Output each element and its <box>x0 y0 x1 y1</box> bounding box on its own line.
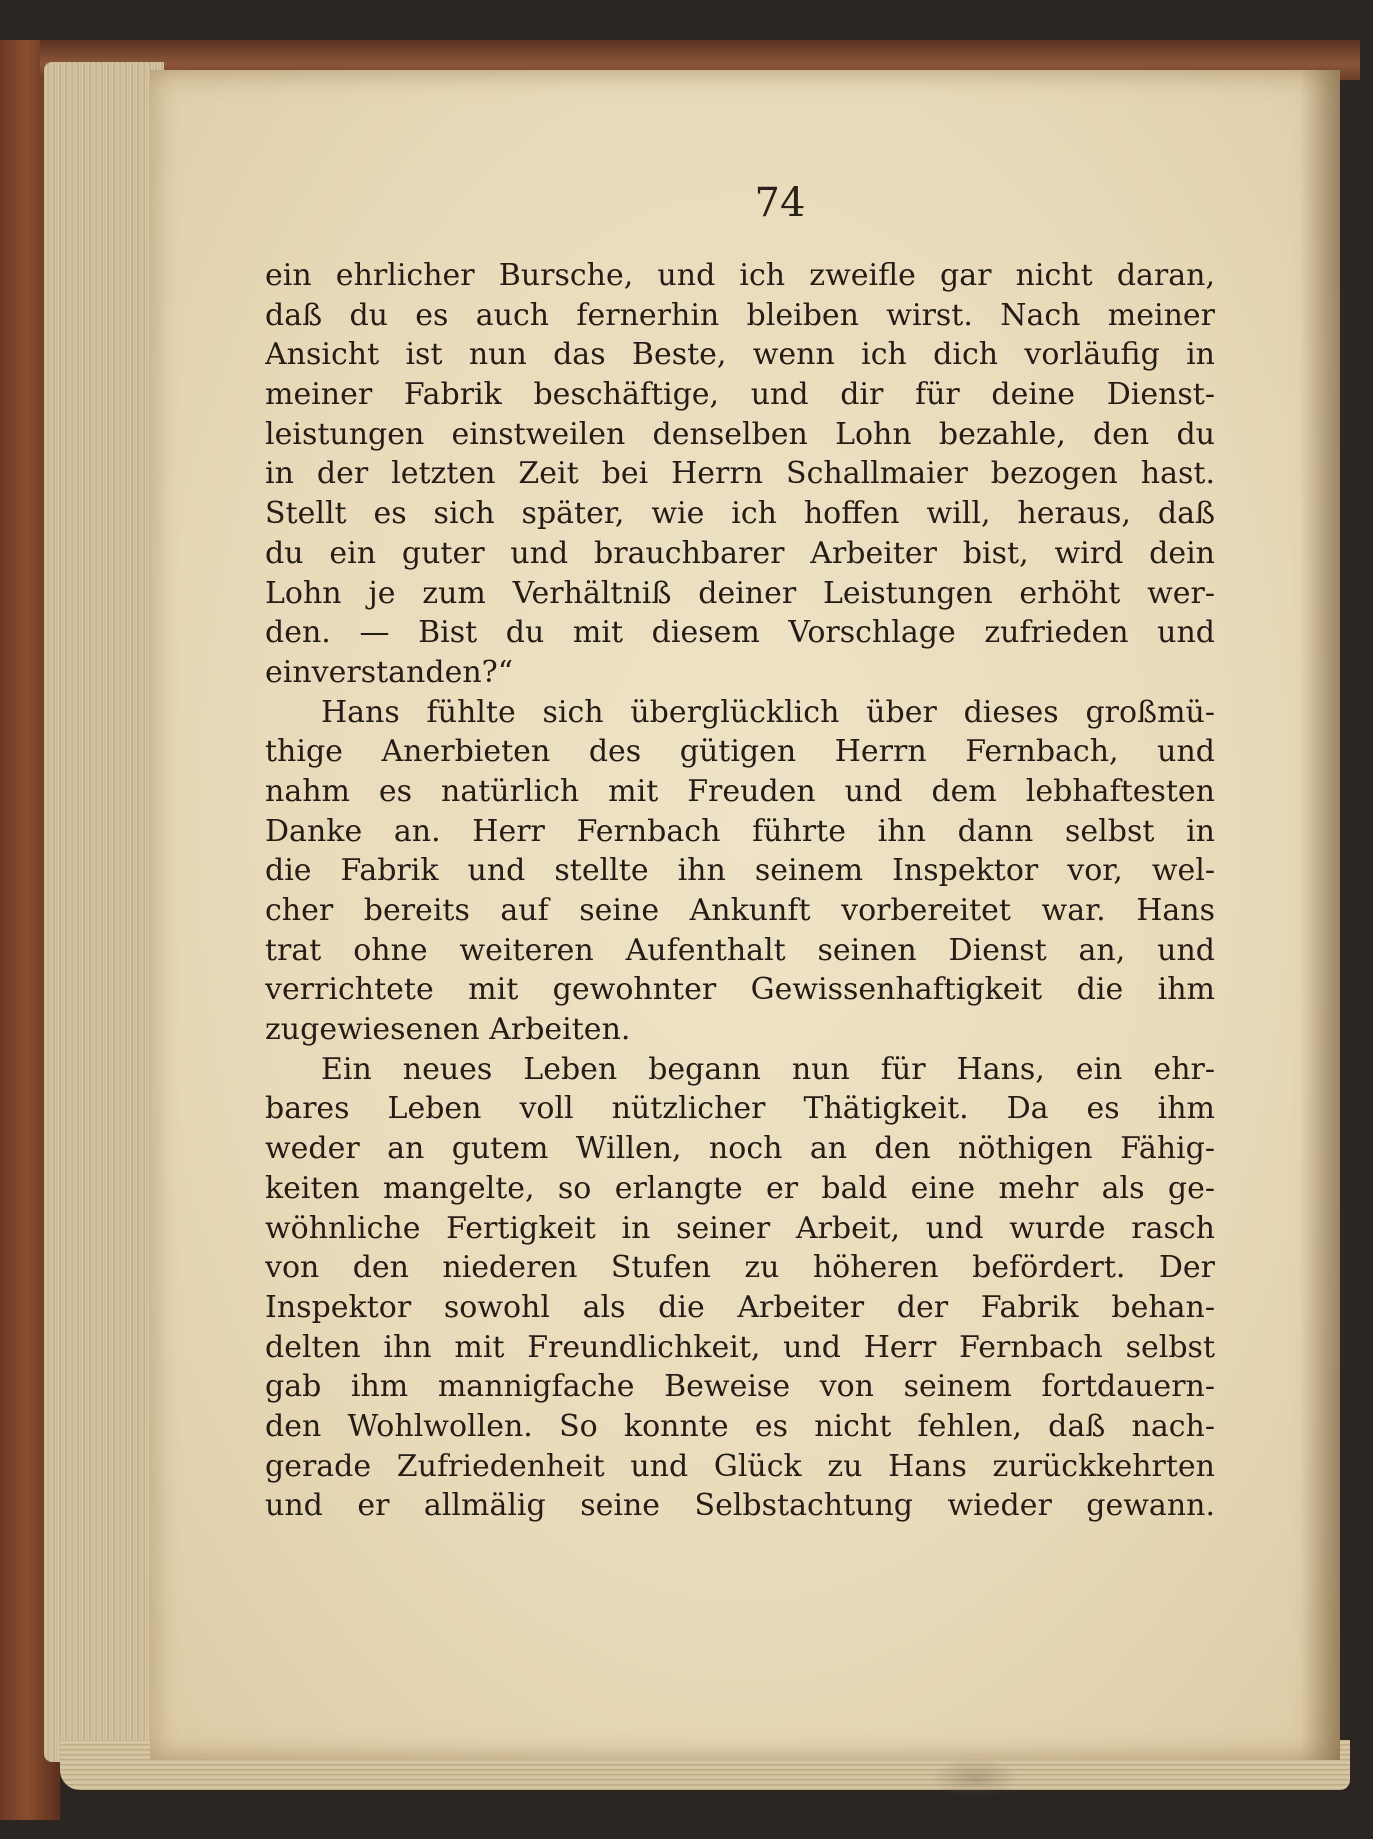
text-line: Danke an. Herr Fernbach führte ihn dann selbst in <box>265 813 1215 849</box>
text-line: verrichtete mit gewohnter Gewissenhaftigkeit die ihm <box>265 972 1215 1008</box>
text-line: Ein neues Leben begann nun für Hans, ein ehr- <box>321 1051 1215 1087</box>
text-line: keiten mangelte, so erlangte er bald eine mehr als ge- <box>265 1170 1215 1206</box>
text-line: den Wohlwollen. So konnte es nicht fehlen, daß nach- <box>265 1408 1215 1444</box>
text-line: wöhnliche Fertigkeit in seiner Arbeit, und wurde rasch <box>265 1210 1215 1246</box>
text-line: gerade Zufriedenheit und Glück zu Hans zurückkehrten <box>265 1448 1215 1484</box>
text-line: leistungen einstweilen denselben Lohn bezahle, den du <box>265 416 1215 452</box>
ink-smudge <box>930 1758 1020 1798</box>
page-text <box>265 256 1215 1526</box>
text-line: Ansicht ist nun das Beste, wenn ich dich vorläufig in <box>265 337 1215 373</box>
text-line: zugewiesenen Arbeiten. <box>265 1012 631 1048</box>
text-line: cher bereits auf seine Ankunft vorbereitet war. Hans <box>265 893 1215 928</box>
text-line: daß du es auch fernerhin bleiben wirst. Nach meiner <box>265 297 1215 333</box>
text-line: thige Anerbieten des gütigen Herrn Fernbach, und <box>265 734 1215 770</box>
text-line: trat ohne weiteren Aufenthalt seinen Dienst an, und <box>265 932 1215 968</box>
text-line: einverstanden?“ <box>265 654 514 690</box>
page-gutter-shadow <box>1300 70 1340 1760</box>
page-number: 74 <box>754 180 806 226</box>
text-line: die Fabrik und stellte ihn seinem Inspektor vor, wel- <box>265 853 1215 889</box>
text-line: von den niederen Stufen zu höheren befördert. Der <box>265 1250 1215 1286</box>
page-stack-edges <box>44 62 164 1762</box>
text-line: Lohn je zum Verhältniß deiner Leistungen erhöht wer- <box>265 575 1215 611</box>
text-line: weder an gutem Willen, noch an den nöthigen Fähig- <box>265 1131 1215 1167</box>
text-line: meiner Fabrik beschäftige, und dir für deine Dienst- <box>265 377 1215 413</box>
text-line: du ein guter und brauchbarer Arbeiter bist, wird dein <box>265 535 1215 571</box>
text-line: ein ehrlicher Bursche, und ich zweifle gar nicht daran, <box>265 258 1215 293</box>
text-line: nahm es natürlich mit Freuden und dem lebhaftesten <box>265 773 1215 809</box>
book-page <box>150 70 1340 1760</box>
text-line: den. — Bist du mit diesem Vorschlage zufrieden und <box>265 615 1215 651</box>
text-line: Hans fühlte sich überglücklich über dieses großmü- <box>321 694 1215 730</box>
text-line: gab ihm mannigfache Beweise von seinem fortdauern- <box>265 1369 1215 1405</box>
text-line: bares Leben voll nützlicher Thätigkeit. Da es ihm <box>265 1091 1215 1127</box>
text-line: delten ihn mit Freundlichkeit, und Herr Fernbach selbst <box>265 1329 1215 1365</box>
text-line: Inspektor sowohl als die Arbeiter der Fabrik behan- <box>265 1289 1215 1325</box>
text-line: Stellt es sich später, wie ich hoffen will, heraus, daß <box>265 496 1215 532</box>
text-line: in der letzten Zeit bei Herrn Schallmaier bezogen hast. <box>265 456 1215 492</box>
text-line: und er allmälig seine Selbstachtung wieder gewann. <box>265 1488 1215 1524</box>
